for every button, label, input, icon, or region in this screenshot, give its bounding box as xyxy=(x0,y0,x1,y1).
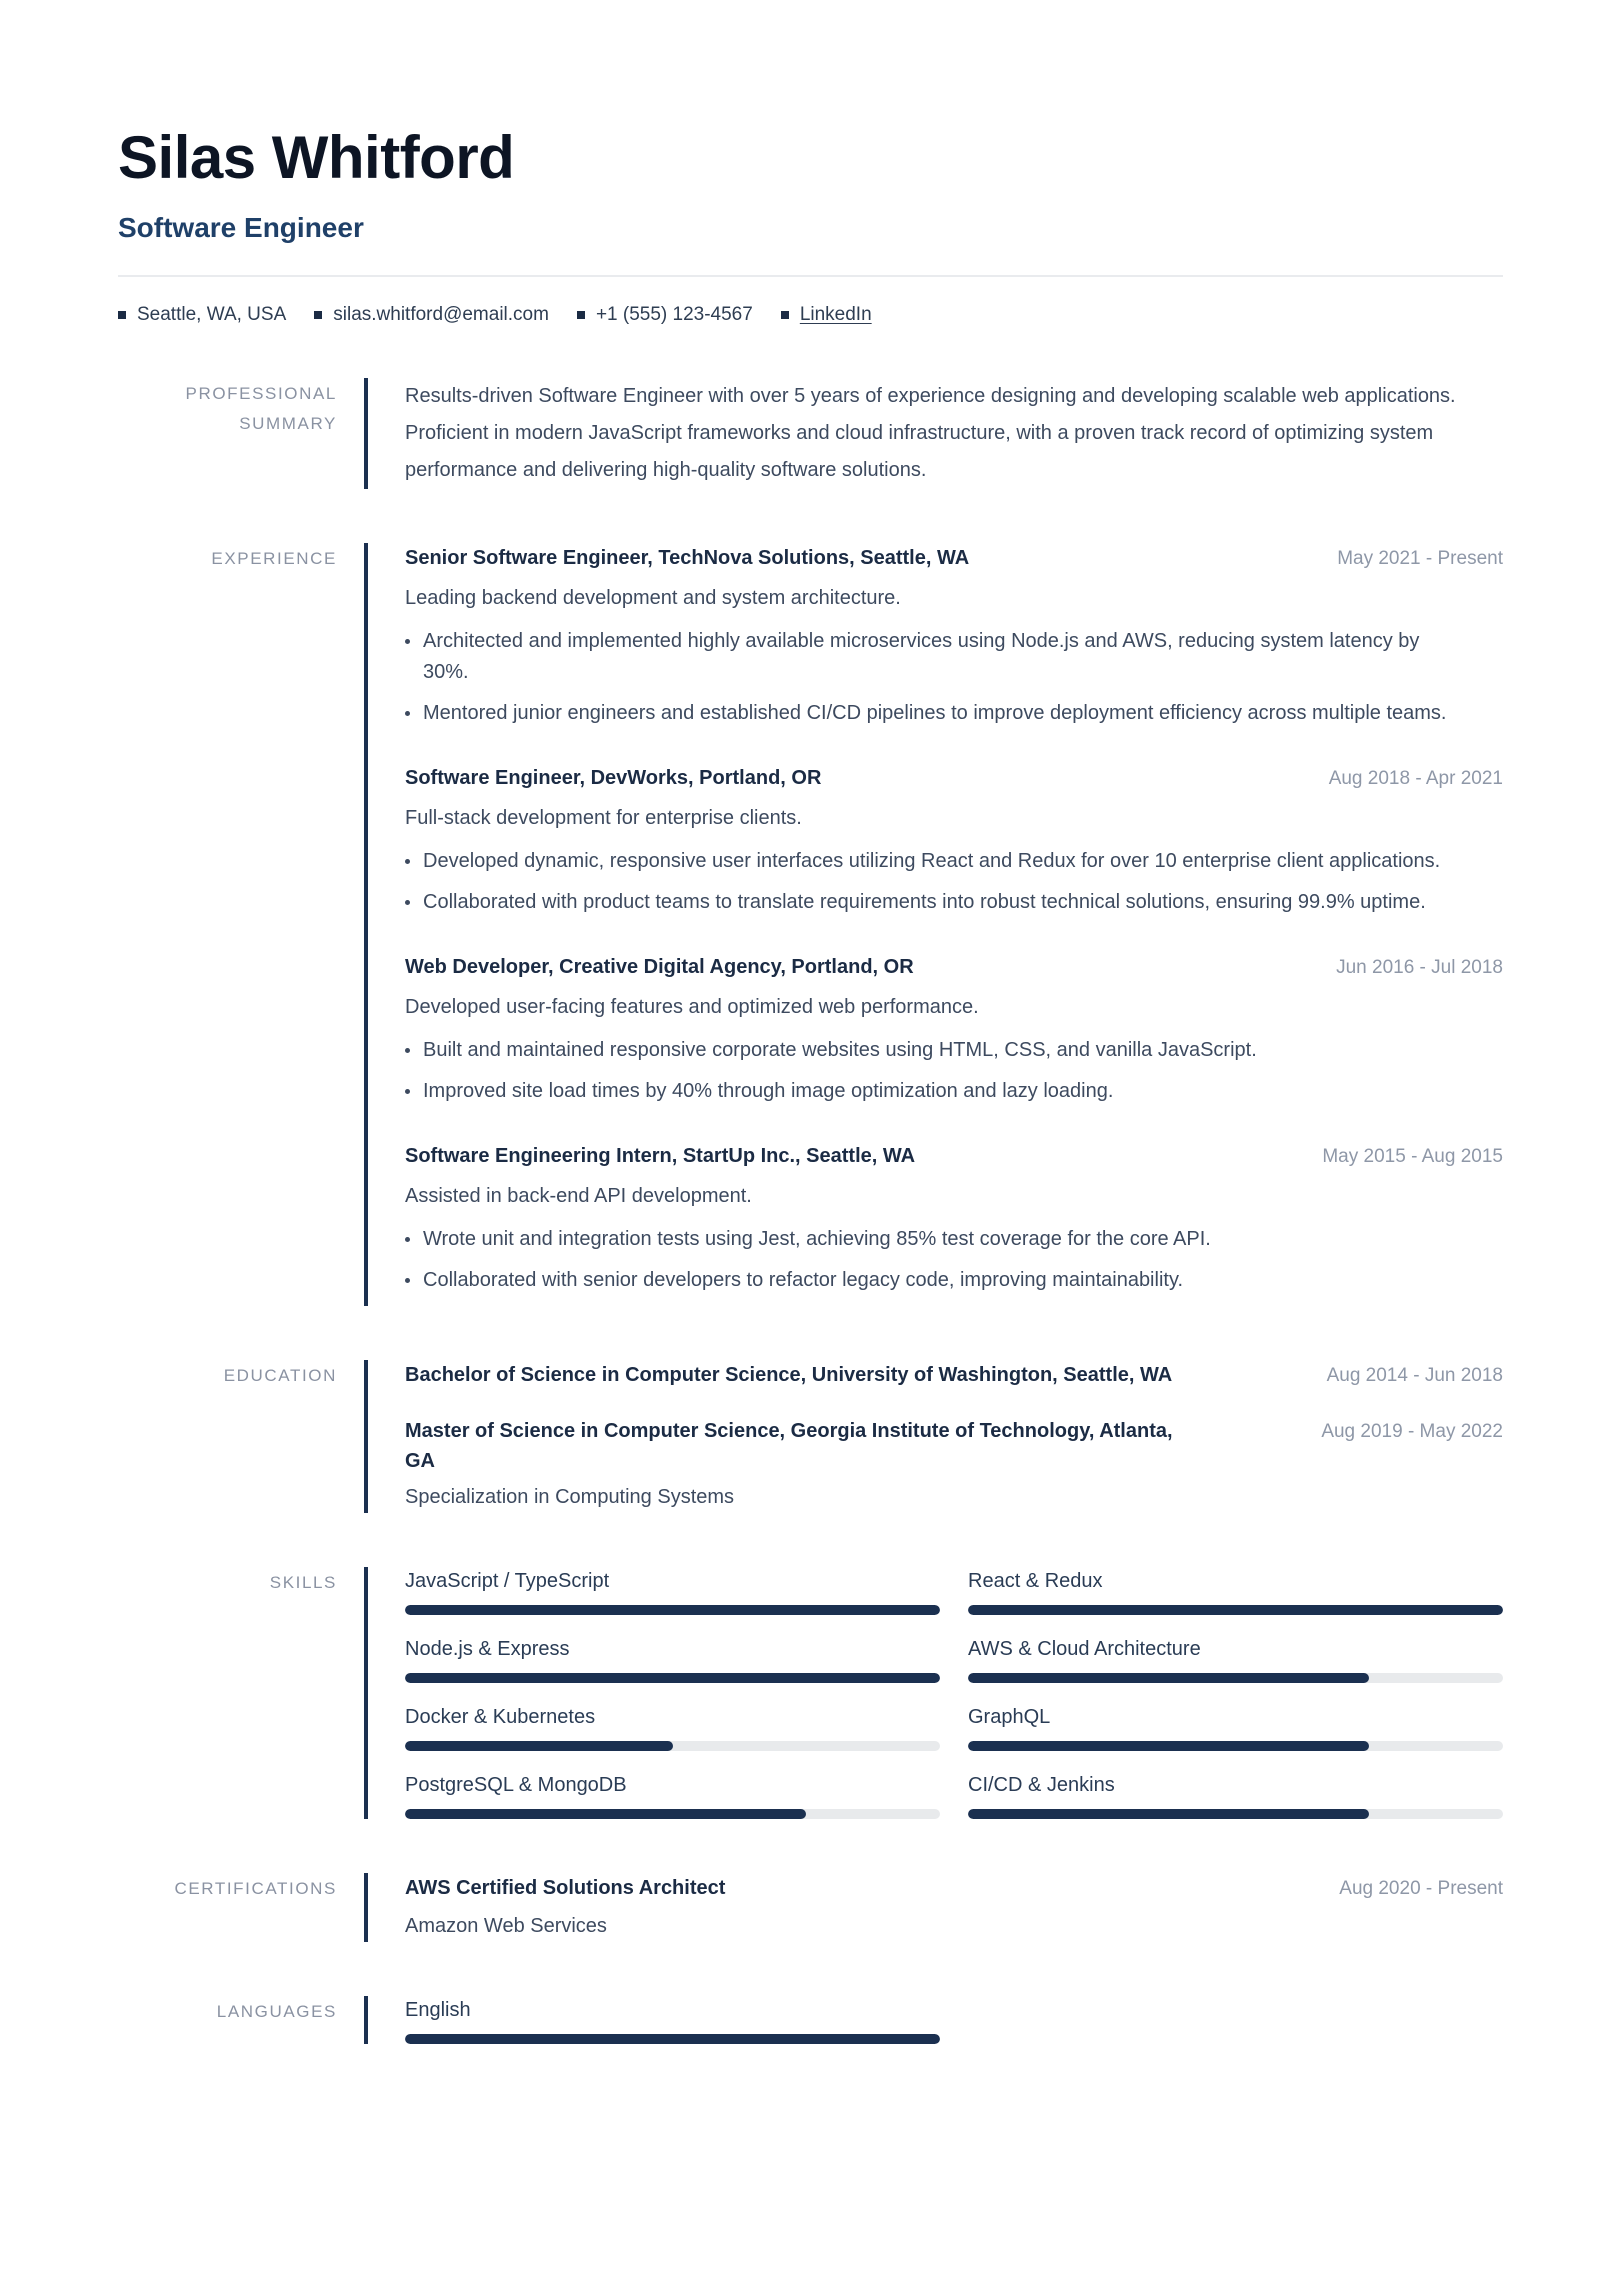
job-bullet-text: Architected and implemented highly available microservices using Node.js and AWS, reducing system latency by 30%. xyxy=(423,630,1420,683)
job-subtitle: Assisted in back-end API development. xyxy=(405,1185,752,1207)
summary-text: Results-driven Software Engineer with over 5 years of experience designing and developing scalable web applications. Proficient in modern JavaScript frameworks and cloud infrastructure, with a proven track record of optimizing system performance and delivering high-quality software solutions. xyxy=(405,385,1456,481)
job-bullet-text: Improved site load times by 40% through image optimization and lazy loading. xyxy=(423,1080,1114,1102)
section-professional-summary xyxy=(118,378,1503,489)
person-name: Silas Whitford xyxy=(118,124,515,191)
education-date-range: Aug 2014 - Jun 2018 xyxy=(1326,1365,1503,1386)
job-bullet xyxy=(405,698,1450,729)
skills-grid xyxy=(405,1567,1503,1819)
education-entry xyxy=(405,1360,1503,1390)
job-bullet-text: Built and maintained responsive corporate websites using HTML, CSS, and vanilla JavaScript. xyxy=(423,1039,1257,1061)
job-bullet-text: Wrote unit and integration tests using Jest, achieving 85% test coverage for the core API. xyxy=(423,1228,1211,1250)
job-date-range: May 2015 - Aug 2015 xyxy=(1322,1146,1503,1167)
certification-title: AWS Certified Solutions Architect xyxy=(405,1877,726,1899)
contact-linkedin xyxy=(781,304,872,326)
job-bullet xyxy=(405,1076,1450,1107)
job-date-range: May 2021 - Present xyxy=(1337,548,1503,569)
skill-name: PostgreSQL & MongoDB xyxy=(405,1774,627,1796)
skill-item xyxy=(405,1635,940,1683)
bullet-dot-icon xyxy=(405,1237,410,1242)
experience-entry-header xyxy=(405,1141,1503,1171)
job-bullet-list xyxy=(405,1224,1503,1296)
square-bullet-icon xyxy=(118,311,126,319)
skill-bar-fill xyxy=(968,1673,1369,1683)
square-bullet-icon xyxy=(314,311,322,319)
contact-row xyxy=(118,304,1503,326)
person-job-title: Software Engineer xyxy=(118,212,364,243)
section-certifications xyxy=(118,1873,1503,1942)
contact-location xyxy=(118,304,286,326)
skill-bar-track xyxy=(405,1741,940,1751)
contact-email xyxy=(314,304,549,326)
skill-bar-fill xyxy=(405,1809,806,1819)
bullet-dot-icon xyxy=(405,711,410,716)
skill-bar-fill xyxy=(405,1605,940,1615)
language-item xyxy=(405,1996,1503,2044)
education-entry xyxy=(405,1416,1503,1513)
degree-title: Bachelor of Science in Computer Science, University of Washington, Seattle, WA xyxy=(405,1364,1173,1386)
section-label-professional-summary: PROFESSIONAL SUMMARY xyxy=(185,384,337,433)
section-label-experience: EXPERIENCE xyxy=(211,549,337,568)
degree-note: Specialization in Computing Systems xyxy=(405,1486,735,1508)
skill-bar-track xyxy=(405,1605,940,1615)
bullet-dot-icon xyxy=(405,900,410,905)
bullet-dot-icon xyxy=(405,1048,410,1053)
skill-item xyxy=(968,1567,1503,1615)
skill-bar-fill xyxy=(405,1741,673,1751)
certification-entry-header xyxy=(405,1873,1503,1903)
skill-bar-fill xyxy=(405,1673,940,1683)
degree-title: Master of Science in Computer Science, Georgia Institute of Technology, Atlanta, GA xyxy=(405,1420,1173,1472)
language-name: English xyxy=(405,1999,471,2021)
job-bullet xyxy=(405,846,1450,877)
skill-name: AWS & Cloud Architecture xyxy=(968,1638,1201,1660)
job-date-range: Jun 2016 - Jul 2018 xyxy=(1336,957,1503,978)
skill-item xyxy=(968,1771,1503,1819)
skill-item xyxy=(405,1771,940,1819)
contact-email-text: silas.whitford@email.com xyxy=(333,304,549,325)
job-subtitle: Developed user-facing features and optimized web performance. xyxy=(405,996,979,1018)
job-bullet-list xyxy=(405,626,1503,729)
certification-issuer: Amazon Web Services xyxy=(405,1915,607,1937)
square-bullet-icon xyxy=(781,311,789,319)
resume-body xyxy=(118,378,1503,2044)
section-accent-bar xyxy=(364,1360,368,1513)
job-title: Software Engineer, DevWorks, Portland, OR xyxy=(405,767,822,789)
section-languages xyxy=(118,1996,1503,2044)
education-date-range: Aug 2019 - May 2022 xyxy=(1321,1421,1503,1442)
experience-entry-header xyxy=(405,543,1503,573)
contact-phone xyxy=(577,304,753,326)
bullet-dot-icon xyxy=(405,859,410,864)
skill-item xyxy=(405,1703,940,1751)
section-accent-bar xyxy=(364,1567,368,1819)
section-accent-bar xyxy=(364,1873,368,1942)
resume-header xyxy=(118,126,1503,326)
bullet-dot-icon xyxy=(405,639,410,644)
contact-location-text: Seattle, WA, USA xyxy=(137,304,287,325)
job-date-range: Aug 2018 - Apr 2021 xyxy=(1328,768,1503,789)
section-skills xyxy=(118,1567,1503,1819)
language-bar-track xyxy=(405,2034,940,2044)
languages-content xyxy=(405,1996,1503,2044)
contact-phone-text: +1 (555) 123-4567 xyxy=(595,304,753,325)
experience-entry-header xyxy=(405,952,1503,982)
experience-entry-header xyxy=(405,763,1503,793)
square-bullet-icon xyxy=(577,311,585,319)
experience-entry xyxy=(405,952,1503,1107)
education-content xyxy=(405,1360,1503,1513)
skill-bar-track xyxy=(968,1741,1503,1751)
skill-bar-fill xyxy=(968,1605,1503,1615)
skill-bar-fill xyxy=(968,1741,1369,1751)
education-entry-header xyxy=(405,1360,1503,1390)
experience-entry xyxy=(405,1141,1503,1296)
skill-name: React & Redux xyxy=(968,1570,1103,1592)
job-bullet xyxy=(405,887,1450,918)
bullet-dot-icon xyxy=(405,1089,410,1094)
job-bullet-text: Collaborated with product teams to translate requirements into robust technical solutions, ensuring 99.9% uptime. xyxy=(423,891,1426,913)
job-bullet-list xyxy=(405,846,1503,918)
skill-item xyxy=(968,1703,1503,1751)
job-title: Senior Software Engineer, TechNova Solutions, Seattle, WA xyxy=(405,547,970,569)
certification-date-range: Aug 2020 - Present xyxy=(1339,1878,1503,1899)
certifications-content xyxy=(405,1873,1503,1942)
experience-entry xyxy=(405,543,1503,729)
skill-bar-track xyxy=(405,1673,940,1683)
header-divider xyxy=(118,275,1503,277)
skill-name: GraphQL xyxy=(968,1706,1051,1728)
job-bullet xyxy=(405,1224,1450,1255)
experience-content xyxy=(405,543,1503,1306)
skills-content xyxy=(405,1567,1503,1819)
job-bullet xyxy=(405,1265,1450,1296)
skill-item xyxy=(405,1567,940,1615)
section-label-skills: SKILLS xyxy=(269,1573,337,1592)
experience-entry xyxy=(405,763,1503,918)
skill-bar-track xyxy=(968,1809,1503,1819)
skill-bar-track xyxy=(968,1673,1503,1683)
section-accent-bar xyxy=(364,543,368,1306)
summary-content xyxy=(405,378,1503,489)
job-bullet-text: Mentored junior engineers and established CI/CD pipelines to improve deployment efficiency across multiple teams. xyxy=(423,702,1447,724)
job-bullet-text: Developed dynamic, responsive user interfaces utilizing React and Redux for over 10 enterprise client applications. xyxy=(423,850,1441,872)
section-label-languages: LANGUAGES xyxy=(216,2002,337,2021)
section-experience xyxy=(118,543,1503,1306)
job-bullet-list xyxy=(405,1035,1503,1107)
section-accent-bar xyxy=(364,378,368,489)
job-title: Software Engineering Intern, StartUp Inc., Seattle, WA xyxy=(405,1145,916,1167)
section-label-education: EDUCATION xyxy=(223,1366,337,1385)
skill-item xyxy=(968,1635,1503,1683)
skill-bar-track xyxy=(405,1809,940,1819)
language-bar-fill xyxy=(405,2034,940,2044)
job-bullet xyxy=(405,626,1450,688)
job-subtitle: Full-stack development for enterprise clients. xyxy=(405,807,802,829)
job-bullet-text: Collaborated with senior developers to refactor legacy code, improving maintainability. xyxy=(423,1269,1184,1291)
skill-bar-track xyxy=(968,1605,1503,1615)
job-bullet xyxy=(405,1035,1450,1066)
skill-name: Node.js & Express xyxy=(405,1638,570,1660)
job-subtitle: Leading backend development and system architecture. xyxy=(405,587,901,609)
skill-name: Docker & Kubernetes xyxy=(405,1706,596,1728)
skill-name: CI/CD & Jenkins xyxy=(968,1774,1115,1796)
bullet-dot-icon xyxy=(405,1278,410,1283)
linkedin-link[interactable]: LinkedIn xyxy=(799,304,872,325)
skill-name: JavaScript / TypeScript xyxy=(405,1570,610,1592)
section-education xyxy=(118,1360,1503,1513)
education-entry-header xyxy=(405,1416,1503,1476)
job-title: Web Developer, Creative Digital Agency, Portland, OR xyxy=(405,956,914,978)
section-label-certifications: CERTIFICATIONS xyxy=(174,1879,337,1898)
skill-bar-fill xyxy=(968,1809,1369,1819)
section-accent-bar xyxy=(364,1996,368,2044)
certification-entry xyxy=(405,1873,1503,1942)
